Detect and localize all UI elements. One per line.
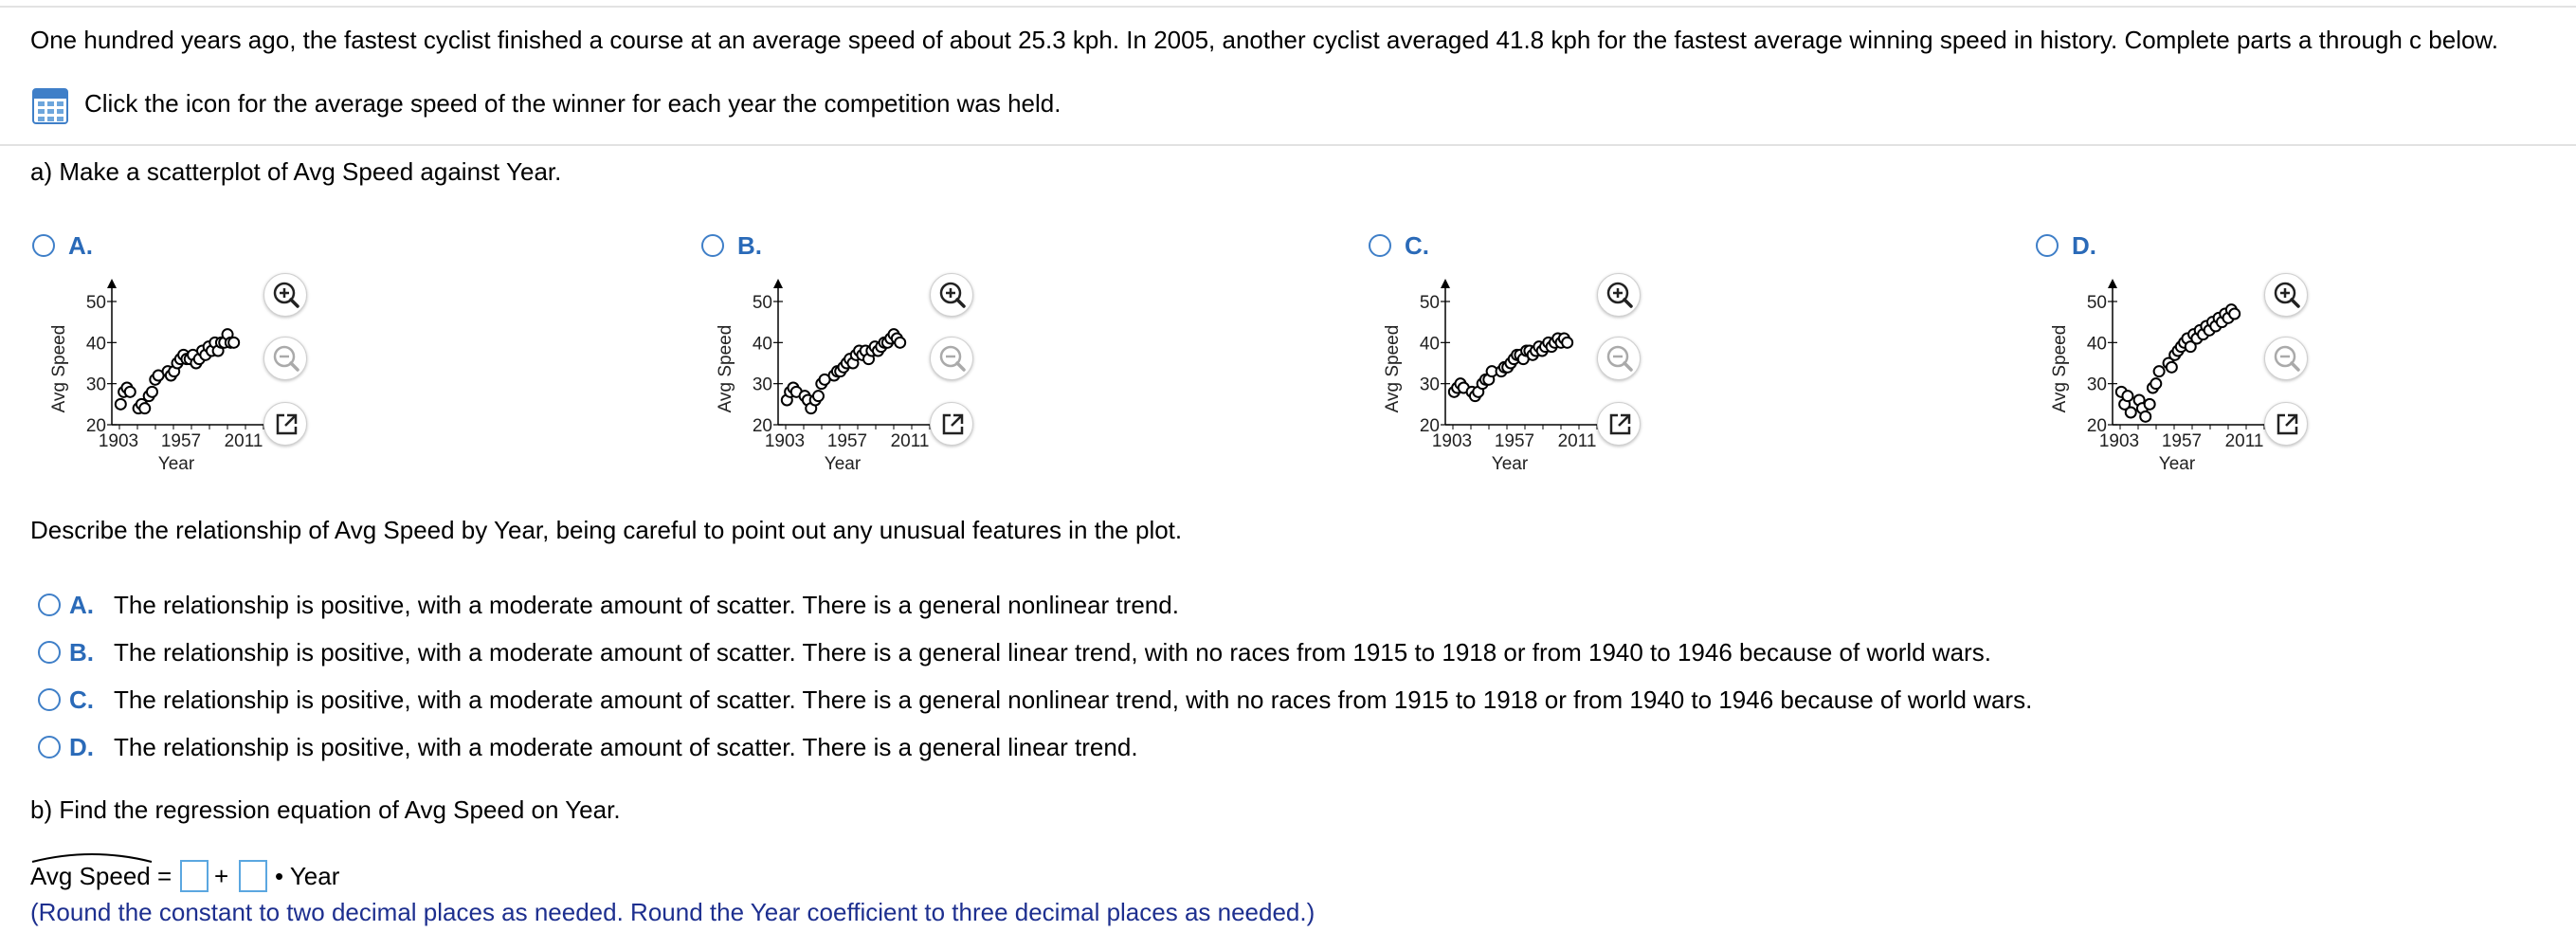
zoom-out-icon	[2265, 338, 2309, 381]
zoom-out-button-a[interactable]	[263, 337, 307, 380]
data-point	[147, 387, 157, 397]
y-tick-label: 20	[85, 416, 106, 436]
y-tick-label: 40	[2086, 334, 2107, 355]
describe-question: Describe the relationship of Avg Speed by Year, being careful to point out any unusual features in the plot.	[30, 516, 1183, 544]
x-tick-label: 1903	[2098, 431, 2140, 451]
x-tick-label: 1903	[764, 431, 806, 451]
describe-a-text: The relationship is positive, with a moderate amount of scatter. There is a general nonlinear trend.	[114, 591, 1179, 619]
x-axis-label: Year	[824, 454, 862, 474]
x-tick-label: 1957	[2161, 431, 2203, 451]
open-window-button-c[interactable]	[1597, 402, 1641, 446]
radio-choice-a[interactable]	[32, 234, 55, 257]
describe-c-text: The relationship is positive, with a moderate amount of scatter. There is a general nonlinear trend, with no races from 1915 to 1918 or from 1940 to 1946 because of world wars.	[114, 685, 2033, 714]
part-a-question: a) Make a scatterplot of Avg Speed against Year.	[30, 157, 562, 186]
y-tick-label: 40	[85, 334, 106, 355]
data-point	[813, 391, 824, 401]
intro-text: One hundred years ago, the fastest cyclist finished a course at an average speed of about 25.3 kph. In 2005, another cyclist averaged 41.8 kph for the fastest average winning speed in history. Complete parts a through c below.	[30, 26, 2498, 54]
coefficient-input[interactable]	[239, 860, 267, 892]
data-point	[2145, 399, 2155, 410]
radio-describe-b[interactable]	[38, 641, 61, 664]
zoom-in-icon	[1598, 274, 1642, 318]
zoom-out-icon	[1598, 338, 1642, 381]
y-tick-label: 30	[85, 375, 106, 395]
zoom-out-button-d[interactable]	[2264, 337, 2308, 380]
radio-describe-d[interactable]	[38, 736, 61, 758]
y-tick-label: 50	[2086, 293, 2107, 313]
rounding-note: (Round the constant to two decimal places as needed. Round the Year coefficient to three decimal places as needed.)	[30, 898, 1315, 926]
part-b-question: b) Find the regression equation of Avg Speed on Year.	[30, 795, 621, 824]
y-axis-arrow	[773, 279, 783, 288]
x-tick-label: 1903	[1431, 431, 1473, 451]
data-point	[116, 399, 126, 410]
x-axis-label: Year	[157, 454, 195, 474]
zoom-in-button-a[interactable]	[263, 273, 307, 317]
data-point	[1562, 338, 1572, 348]
y-axis-label: Avg Speed	[1383, 324, 1403, 413]
choice-b-letter: B.	[737, 231, 762, 260]
describe-d-text: The relationship is positive, with a moderate amount of scatter. There is a general linear trend.	[114, 733, 1138, 761]
data-point	[2122, 391, 2132, 401]
year-term: • Year	[275, 862, 340, 890]
separator	[0, 144, 2576, 146]
radio-choice-d[interactable]	[2036, 234, 2059, 257]
data-point	[2126, 408, 2136, 418]
data-point	[895, 338, 905, 348]
y-tick-label: 30	[2086, 375, 2107, 395]
x-tick-label: 1957	[1494, 431, 1535, 451]
open-new-window-icon	[2265, 403, 2309, 447]
y-tick-label: 20	[2086, 416, 2107, 436]
x-tick-label: 2011	[224, 431, 263, 451]
data-point	[2229, 309, 2240, 320]
x-tick-label: 2011	[890, 431, 930, 451]
equation-lhs: Avg Speed =	[30, 862, 172, 890]
data-point	[125, 387, 136, 397]
open-window-button-b[interactable]	[930, 402, 973, 446]
choice-c-letter: C.	[1405, 231, 1429, 260]
y-axis-arrow	[2108, 279, 2117, 288]
data-point	[2167, 362, 2177, 373]
y-tick-label: 20	[752, 416, 772, 436]
zoom-out-icon	[931, 338, 974, 381]
y-tick-label: 50	[752, 293, 772, 313]
y-axis-label: Avg Speed	[716, 324, 735, 413]
zoom-out-button-b[interactable]	[930, 337, 973, 380]
zoom-in-button-d[interactable]	[2264, 273, 2308, 317]
zoom-in-button-c[interactable]	[1597, 273, 1641, 317]
open-new-window-icon	[931, 403, 974, 447]
describe-a-letter: A.	[69, 591, 94, 619]
open-new-window-icon	[264, 403, 308, 447]
describe-d-letter: D.	[69, 733, 94, 761]
y-axis-label: Avg Speed	[2050, 324, 2070, 413]
describe-c-letter: C.	[69, 685, 94, 714]
zoom-in-icon	[264, 274, 308, 318]
zoom-out-button-c[interactable]	[1597, 337, 1641, 380]
y-tick-label: 40	[1419, 334, 1440, 355]
x-axis-label: Year	[1491, 454, 1529, 474]
y-axis-arrow	[1441, 279, 1450, 288]
radio-describe-c[interactable]	[38, 688, 61, 711]
zoom-out-icon	[264, 338, 308, 381]
radio-choice-b[interactable]	[701, 234, 724, 257]
data-link-text[interactable]: Click the icon for the average speed of the winner for each year the competition was held.	[84, 89, 1061, 118]
y-axis-label: Avg Speed	[49, 324, 69, 413]
describe-b-text: The relationship is positive, with a moderate amount of scatter. There is a general linear trend, with no races from 1915 to 1918 or from 1940 to 1946 because of world wars.	[114, 638, 1991, 667]
x-tick-label: 1957	[160, 431, 202, 451]
data-point	[2140, 411, 2150, 422]
constant-input[interactable]	[180, 860, 209, 892]
y-tick-label: 50	[1419, 293, 1440, 313]
data-point	[139, 403, 150, 413]
x-tick-label: 2011	[2224, 431, 2264, 451]
y-axis-arrow	[107, 279, 117, 288]
x-axis-label: Year	[2158, 454, 2196, 474]
zoom-in-icon	[931, 274, 974, 318]
data-point	[2150, 378, 2161, 389]
describe-b-letter: B.	[69, 638, 94, 667]
data-point	[2154, 366, 2165, 376]
radio-describe-a[interactable]	[38, 594, 61, 616]
data-point	[228, 338, 239, 348]
y-tick-label: 20	[1419, 416, 1440, 436]
plus-sign: +	[214, 862, 229, 890]
y-tick-label: 30	[752, 375, 772, 395]
open-window-button-a[interactable]	[263, 402, 307, 446]
table-icon[interactable]	[32, 88, 68, 124]
open-window-button-d[interactable]	[2264, 402, 2308, 446]
top-border	[0, 6, 2576, 8]
x-tick-label: 1903	[98, 431, 139, 451]
choice-a-letter: A.	[68, 231, 93, 260]
zoom-in-icon	[2265, 274, 2309, 318]
open-new-window-icon	[1598, 403, 1642, 447]
x-tick-label: 2011	[1557, 431, 1597, 451]
choice-d-letter: D.	[2072, 231, 2096, 260]
y-tick-label: 50	[85, 293, 106, 313]
zoom-in-button-b[interactable]	[930, 273, 973, 317]
radio-choice-c[interactable]	[1369, 234, 1391, 257]
x-tick-label: 1957	[826, 431, 868, 451]
y-tick-label: 40	[752, 334, 772, 355]
y-tick-label: 30	[1419, 375, 1440, 395]
